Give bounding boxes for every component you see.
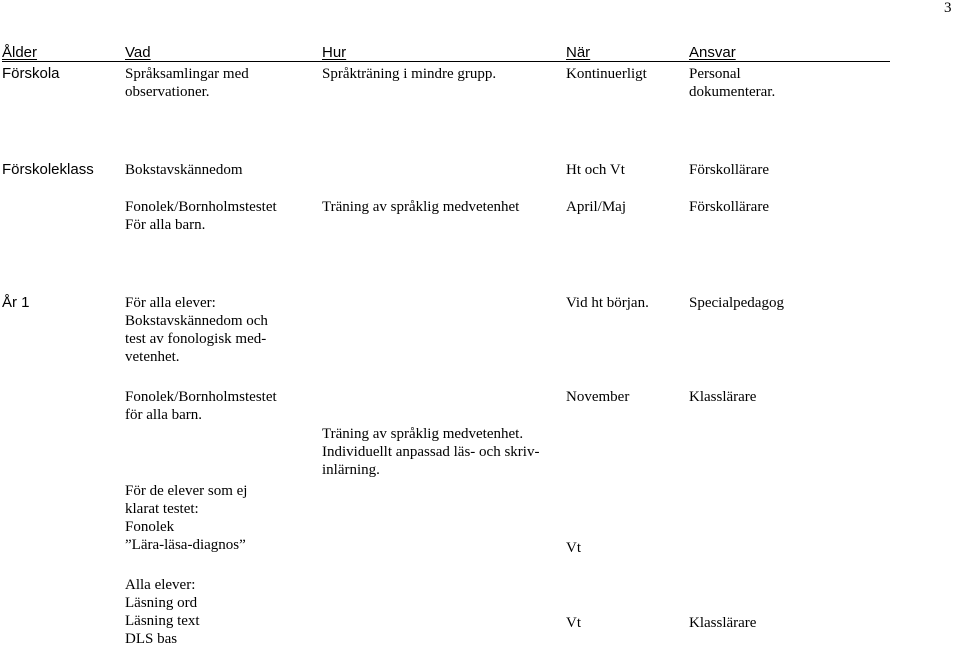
- ar1-row1-what-line: Bokstavskännedom och: [125, 313, 268, 329]
- forskoleklass-row1-responsible: Förskollärare: [689, 162, 769, 178]
- forskola-what-line: Språksamlingar med: [125, 66, 249, 82]
- forskoleklass-age: Förskoleklass: [2, 161, 94, 178]
- forskola-age: Förskola: [2, 65, 60, 82]
- ar1-how-line: Träning av språklig medvetenhet.: [322, 426, 524, 442]
- page-number: 3: [944, 0, 952, 16]
- ar1-how-line: Individuellt anpassad läs- och skriv-: [322, 444, 540, 460]
- ar1-age: År 1: [2, 294, 30, 311]
- ar1-row4-when: Vt: [566, 615, 581, 631]
- ar1-row3-what-line: Fonolek: [125, 519, 175, 535]
- ar1-row1-when: Vid ht början.: [566, 295, 649, 311]
- forskoleklass-row2-what-line: För alla barn.: [125, 217, 206, 233]
- forskola-when: Kontinuerligt: [566, 66, 647, 82]
- ar1-row1-what-line: vetenhet.: [125, 349, 180, 365]
- header-age: Ålder: [2, 44, 38, 61]
- ar1-row3-what: [125, 482, 247, 554]
- forskola-responsible-line: dokumenterar.: [689, 84, 776, 100]
- ar1-row1-what-line: test av fonologisk med-: [125, 331, 267, 347]
- forskola-what: [125, 65, 249, 101]
- header-underline: [2, 61, 890, 62]
- forskola-what-line: observationer.: [125, 84, 210, 100]
- ar1-row4-responsible: Klasslärare: [689, 615, 757, 631]
- ar1-row2-what-line: Fonolek/Bornholmstestet: [125, 389, 277, 405]
- ar1-row4-what-line: Läsning text: [125, 613, 200, 629]
- ar1-row2-what: [125, 388, 277, 424]
- ar1-row4-what: [125, 576, 200, 648]
- ar1-row2-what-line: för alla barn.: [125, 407, 203, 423]
- header-responsible: Ansvar: [689, 44, 736, 61]
- forskola-responsible: [689, 65, 775, 101]
- ar1-row2-when: November: [566, 389, 630, 405]
- ar1-row4-what-line: Alla elever:: [125, 577, 196, 593]
- ar1-how-line: inlärning.: [322, 462, 380, 478]
- header-how: Hur: [322, 44, 347, 61]
- forskola-responsible-line: Personal: [689, 66, 741, 82]
- header-what: Vad: [125, 44, 151, 61]
- forskoleklass-row2-when: April/Maj: [566, 199, 626, 215]
- ar1-row3-what-line: För de elever som ej: [125, 483, 248, 499]
- ar1-row4-what-line: Läsning ord: [125, 595, 198, 611]
- forskoleklass-row1-when: Ht och Vt: [566, 162, 625, 178]
- forskola-how: Språkträning i mindre grupp.: [322, 66, 497, 82]
- forskoleklass-row1-what: Bokstavskännedom: [125, 162, 243, 178]
- ar1-row3-when: Vt: [566, 540, 581, 556]
- forskoleklass-row2-what-line: Fonolek/Bornholmstestet: [125, 199, 277, 215]
- ar1-row1-what: [125, 294, 268, 366]
- forskoleklass-row2-responsible: Förskollärare: [689, 199, 769, 215]
- forskoleklass-row2-how: Träning av språklig medvetenhet: [322, 199, 520, 215]
- ar1-row2-responsible: Klasslärare: [689, 389, 757, 405]
- ar1-row3-what-line: ”Lära-läsa-diagnos”: [125, 537, 246, 553]
- ar1-row1-what-line: För alla elever:: [125, 295, 216, 311]
- ar1-row4-what-line: DLS bas: [125, 631, 178, 647]
- ar1-row3-what-line: klarat testet:: [125, 501, 199, 517]
- ar1-how-block: [322, 425, 539, 479]
- header-when: När: [566, 44, 591, 61]
- ar1-row1-responsible: Specialpedagog: [689, 295, 784, 311]
- forskoleklass-row2-what: [125, 198, 277, 234]
